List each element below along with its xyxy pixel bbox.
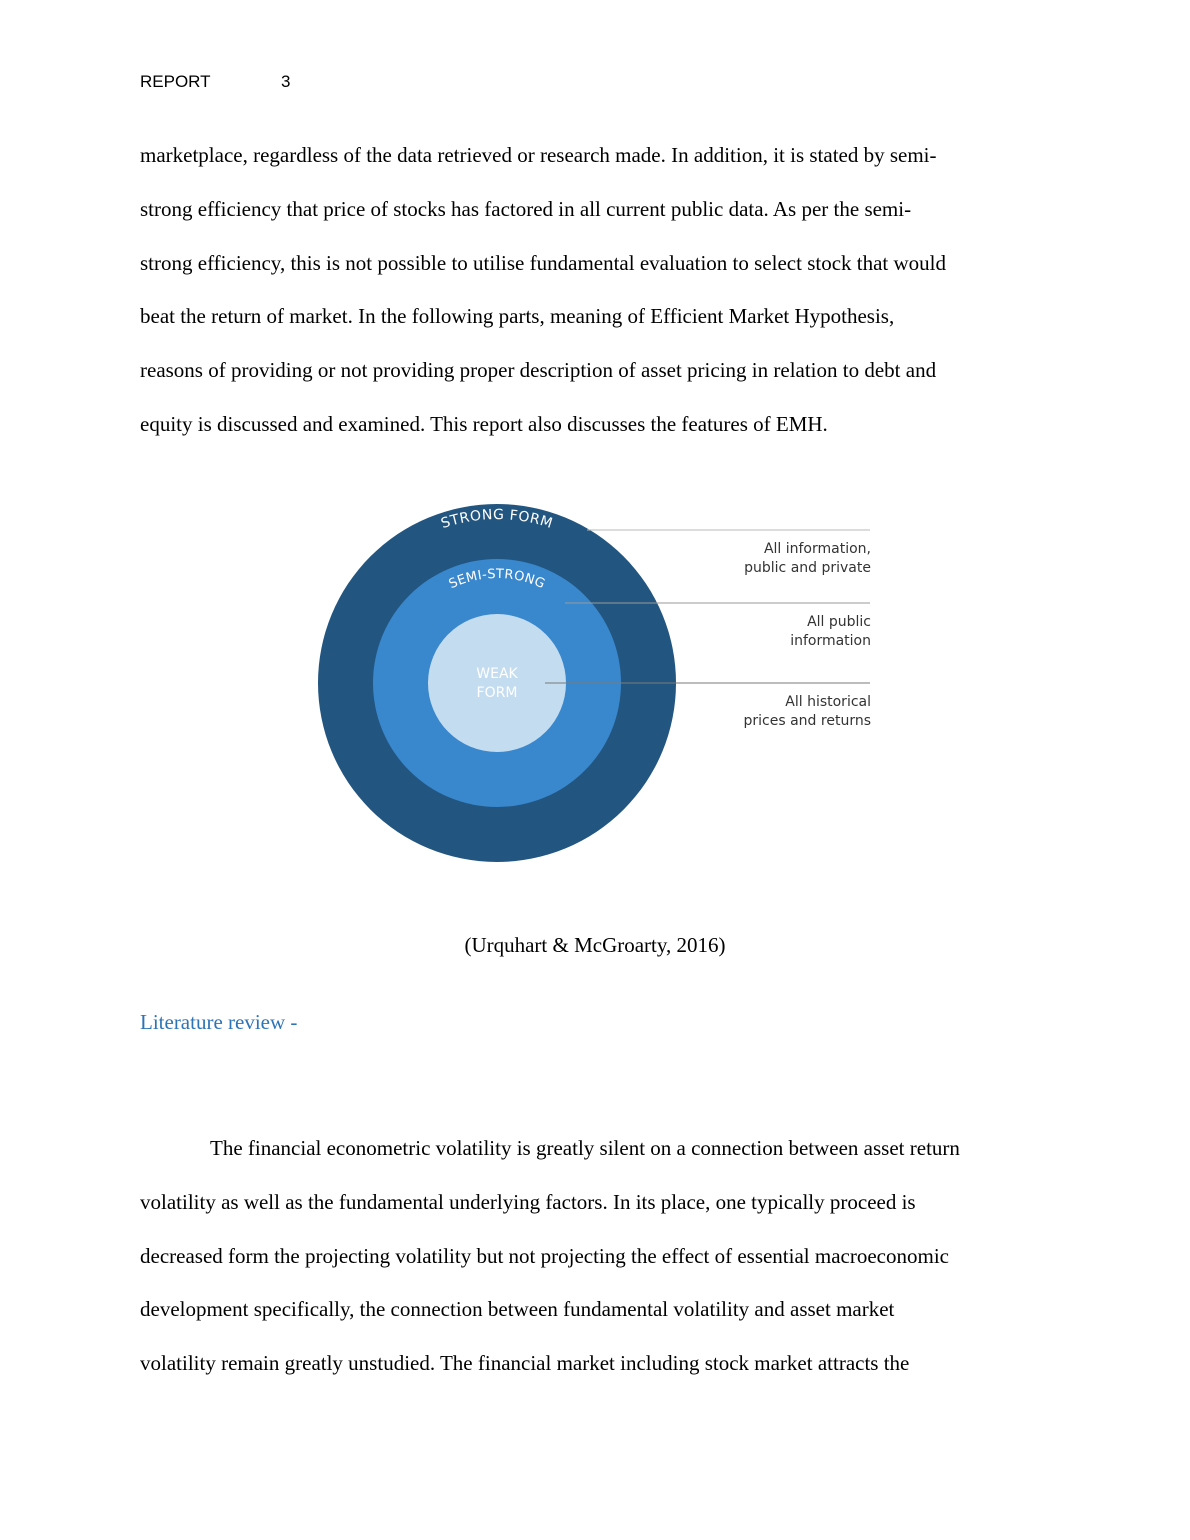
paragraph-line: strong efficiency that price of stocks has factored in all current public data. As per the semi-	[140, 196, 912, 221]
paragraph-line: equity is discussed and examined. This report also discusses the features of EMH.	[140, 411, 828, 436]
paragraph-line: volatility as well as the fundamental underlying factors. In its place, one typically proceed is	[140, 1189, 916, 1214]
paragraph-line: beat the return of market. In the following parts, meaning of Efficient Market Hypothesis,	[140, 304, 895, 329]
paragraph-line: reasons of providing or not providing proper description of asset pricing in relation to debt and	[140, 358, 937, 383]
paragraph-line: strong efficiency, this is not possible to utilise fundamental evaluation to select stock that would	[140, 250, 947, 275]
emh-forms-diagram	[300, 495, 890, 875]
page-number: 3	[281, 72, 291, 91]
figure-caption: (Urquhart & McGroarty, 2016)	[464, 933, 726, 957]
paragraph-line: volatility remain greatly unstudied. The financial market including stock market attracts the	[140, 1351, 910, 1376]
paragraph-line: decreased form the projecting volatility but not projecting the effect of essential macroeconomic	[140, 1243, 949, 1268]
weak-form-label-line2: FORM	[476, 685, 518, 701]
intro-paragraph	[140, 140, 1060, 463]
semi-strong-annotation-line1: All public	[807, 614, 871, 630]
strong-form-annotation-line1: All information,	[763, 541, 871, 557]
weak-form-annotation-line1: All historical	[785, 694, 871, 710]
header-title: REPORT	[140, 72, 211, 91]
semi-strong-annotation-line2: information	[790, 633, 871, 649]
strong-form-annotation-line2: public and private	[744, 560, 871, 576]
paragraph-line: The financial econometric volatility is greatly silent on a connection between asset return	[210, 1136, 960, 1160]
weak-form-annotation-line2: prices and returns	[743, 713, 871, 729]
semi-strong-label: SEMI-STRONG	[446, 566, 548, 593]
section-heading: Literature review -	[140, 1010, 298, 1034]
strong-form-label: STRONG FORM	[439, 507, 555, 533]
paragraph-line: development specifically, the connection between fundamental volatility and asset market	[140, 1297, 895, 1322]
weak-form-label-line1: WEAK	[476, 666, 518, 682]
page-header	[140, 72, 291, 92]
paragraph-line: marketplace, regardless of the data retrieved or research made. In addition, it is stated by semi-	[140, 143, 937, 167]
review-paragraph	[140, 1133, 1060, 1402]
